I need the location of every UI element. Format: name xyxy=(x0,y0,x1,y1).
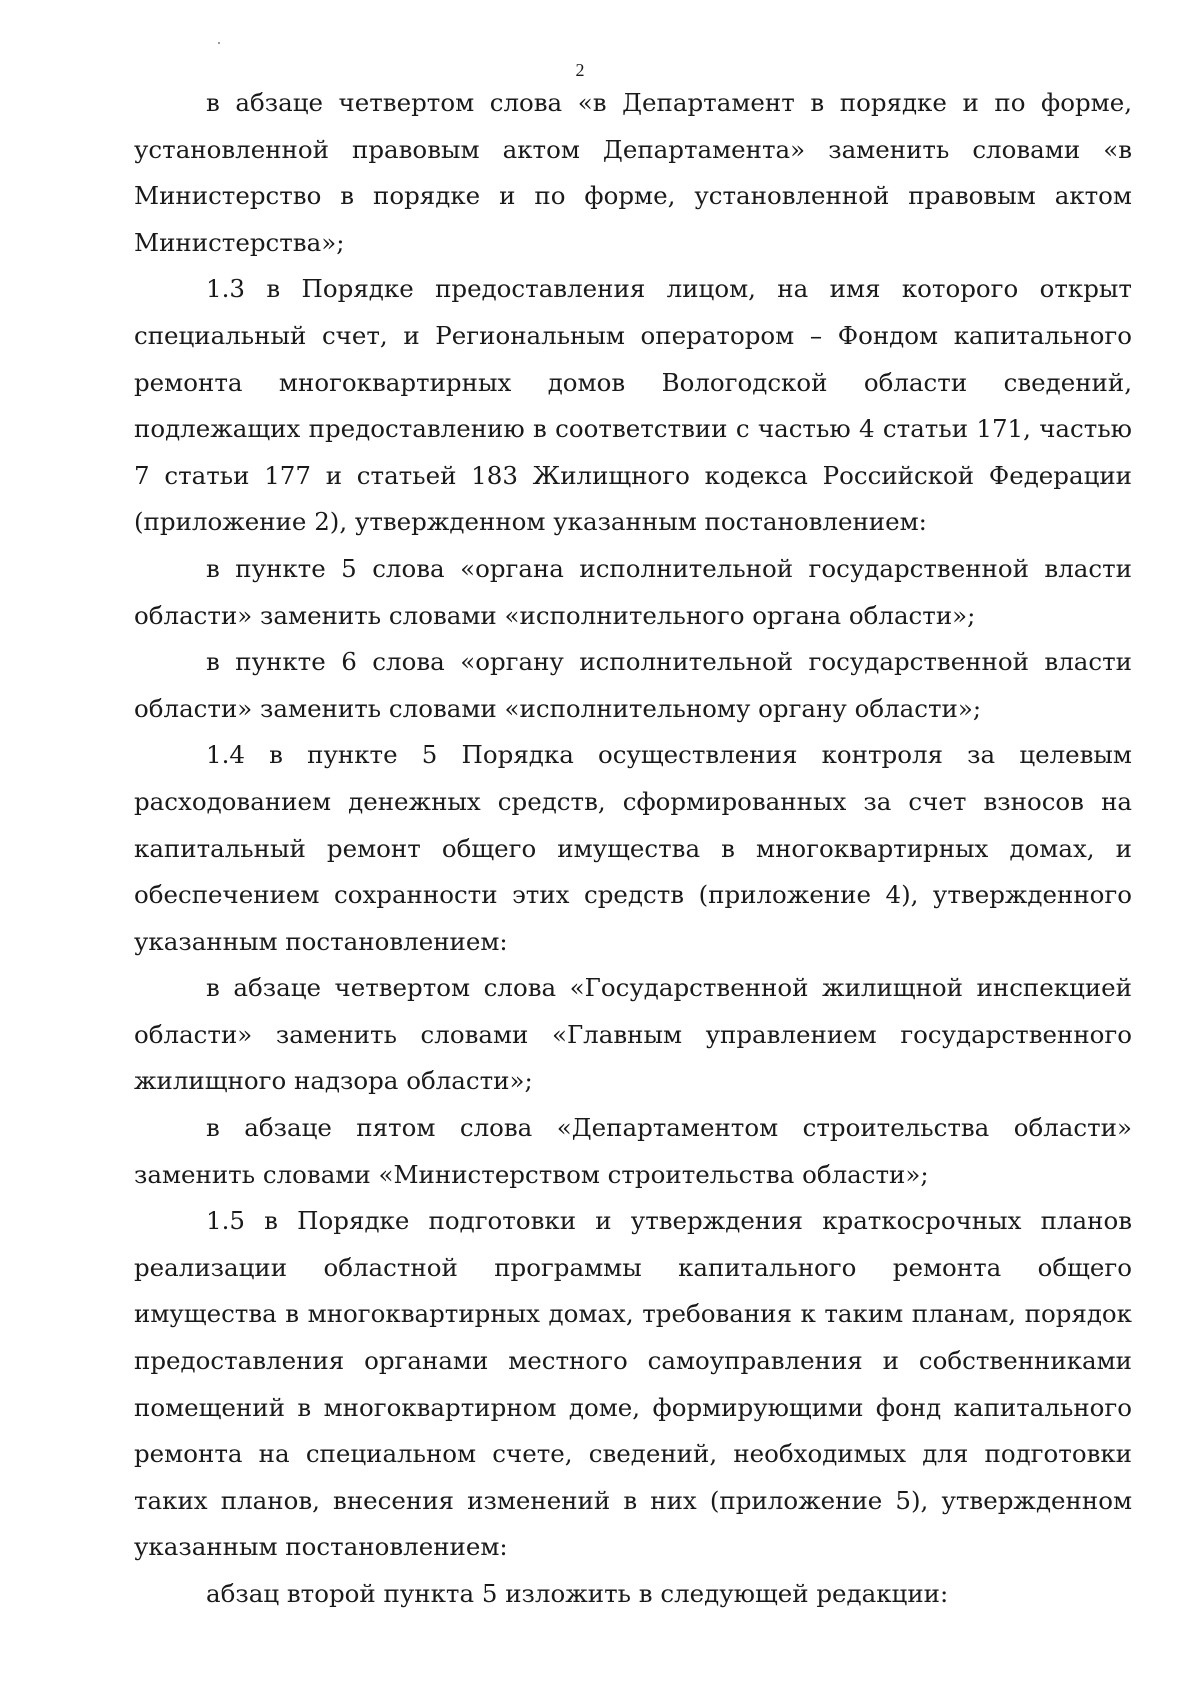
paragraph-1: в абзаце четвертом слова «в Департамент в порядке и по форме, установленной правовым актом Департамента» заменить словами «в Министерство в порядке и по форме, установленной правовым актом Министерства»; xyxy=(134,88,1132,257)
scan-dot xyxy=(218,42,220,44)
paragraph-9: абзац второй пункта 5 изложить в следующей редакции: xyxy=(206,1579,949,1608)
paragraph-2: 1.3 в Порядке предоставления лицом, на имя которого открыт специальный счет, и Региональным оператором – Фондом капитального ремонта многоквартирных домов Вологодской области сведений, подлежащих предоставлению в соответствии с частью 4 статьи 171, частью 7 статьи 177 и статьей 183 Жилищного кодекса Российской Федерации (приложение 2), утвержденном указанным постановлением: xyxy=(134,274,1132,537)
paragraph-4: в пункте 6 слова «органу исполнительной государственной власти области» заменить словами «исполнительному органу области»; xyxy=(134,647,1132,723)
paragraph-6: в абзаце четвертом слова «Государственной жилищной инспекцией области» заменить словами «Главным управлением государственного жилищного надзора области»; xyxy=(134,973,1132,1096)
paragraph-7: в абзаце пятом слова «Департаментом строительства области» заменить словами «Министерством строительства области»; xyxy=(134,1113,1132,1189)
page-number: 2 xyxy=(575,60,585,80)
paragraph-5: 1.4 в пункте 5 Порядка осуществления контроля за целевым расходованием денежных средств, сформированных за счет взносов на капитальный ремонт общего имущества в многоквартирных домах, и обеспечением сохранности этих средств (приложение 4), утвержденного указанным постановлением: xyxy=(134,740,1132,956)
paragraph-8: 1.5 в Порядке подготовки и утверждения краткосрочных планов реализации областной программы капитального ремонта общего имущества в многоквартирных домах, требования к таким планам, порядок предоставления органами местного самоуправления и собственниками помещений в многоквартирном доме, формирующими фонд капитального ремонта на специальном счете, сведений, необходимых для подготовки таких планов, внесения изменений в них (приложение 5), утвержденном указанным постановлением: xyxy=(134,1206,1132,1562)
paragraph-3: в пункте 5 слова «органа исполнительной государственной власти области» заменить словами «исполнительного органа области»; xyxy=(134,553,1132,630)
document-body xyxy=(134,80,1132,1618)
